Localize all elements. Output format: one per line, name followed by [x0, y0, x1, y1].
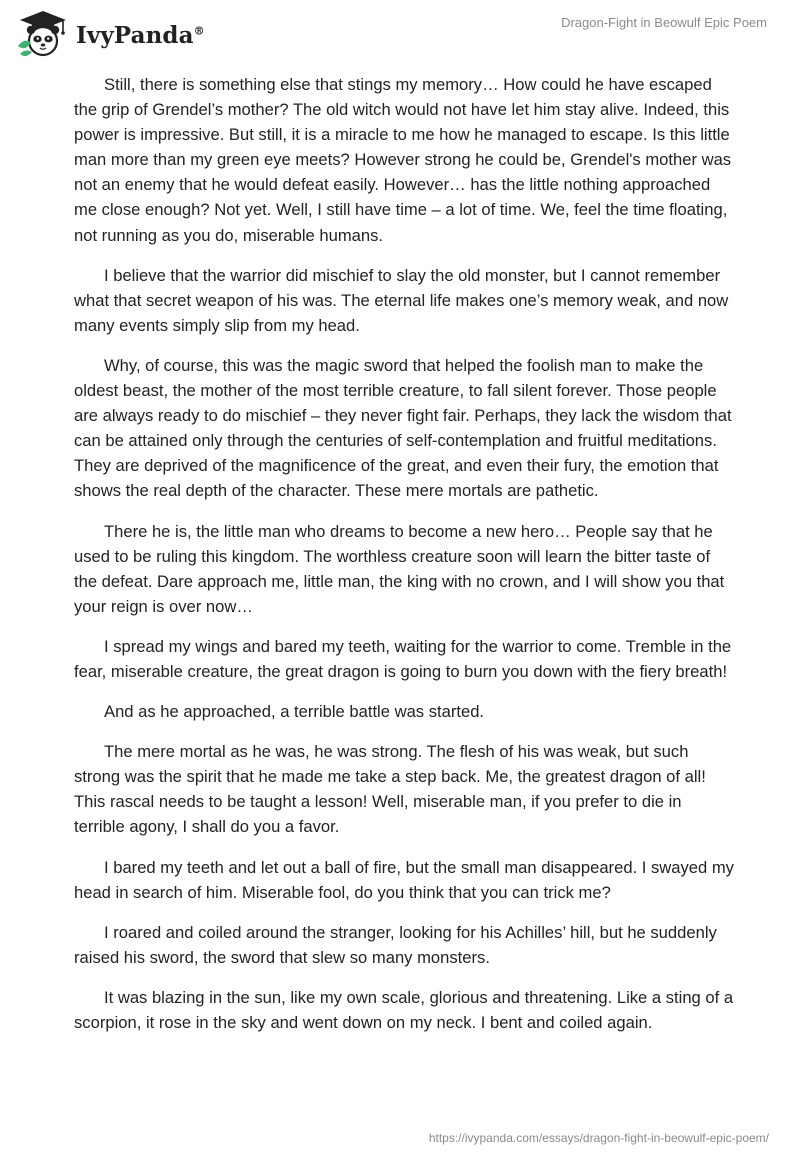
panda-graduate-icon [14, 8, 72, 60]
essay-body [74, 72, 734, 1050]
paragraph: I bared my teeth and let out a ball of fire, but the small man disappeared. I swayed my head in search of him. Miserable fool, do you think that you can trick me? [74, 857, 734, 902]
paragraph: Why, of course, this was the magic sword that helped the foolish man to make the oldest beast, the mother of the most terrible creature, to fall silent forever. Those people are always ready to do mischief – they never fight fair. Perhaps, they lack the wisdom that can be attained only through the centuries of self-contemplation and fruitful meditations. They are deprived of the magnificence of the great, and even their fury, the emotion that shows the real depth of the character. These mere mortals are pathetic. [74, 355, 732, 501]
paragraph: I roared and coiled around the stranger, looking for his Achilles’ hill, but he suddenly raised his sword, the sword that slew so many monsters. [74, 922, 717, 967]
document-title: Dragon-Fight in Beowulf Epic Poem [561, 15, 767, 30]
paragraph: And as he approached, a terrible battle was started. [104, 702, 485, 722]
paragraph: There he is, the little man who dreams to become a new hero… People say that he used to be ruling this kingdom. The worthless creature soon will learn the bitter taste of the defeat. Dare approach me, little man, the king with no crown, and I will show you that your reign is over now… [74, 521, 725, 616]
brand-logo[interactable] [14, 8, 205, 60]
paragraph: Still, there is something else that stings my memory… How could he have escaped the grip of Grendel’s mother? The old witch would not have let him stay alive. Indeed, this power is impressive. But still, it is a miracle to me how he managed to escape. Is this little man more than my green eye meets? However strong he could be, Grendel's mother was not an enemy that he would defeat easily. However… has the little nothing approached me close enough? Not yet. Well, I still have time – a lot of time. We, feel the time floating, not running as you do, miserable humans. [74, 75, 732, 245]
paragraph: I spread my wings and bared my teeth, waiting for the warrior to come. Tremble in the fear, miserable creature, the great dragon is going to burn you down with the fiery breath! [74, 636, 732, 681]
brand-name: IvyPanda® [76, 21, 205, 49]
paragraph: The mere mortal as he was, he was strong. The flesh of his was weak, but such strong was the spirit that he made me take a step back. Me, the greatest dragon of all! This rascal needs to be taught a lesson! Well, miserable man, if you prefer to die in terrible agony, I shall do you a favor. [74, 742, 706, 837]
source-url-link[interactable]: https://ivypanda.com/essays/dragon-fight-in-beowulf-epic-poem/ [428, 1131, 769, 1145]
page-header [0, 0, 800, 70]
paragraph: I believe that the warrior did mischief to slay the old monster, but I cannot remember what that secret weapon of his was. The eternal life makes one’s memory weak, and now many events simply slip from my head. [74, 265, 729, 335]
paragraph: It was blazing in the sun, like my own scale, glorious and threatening. Like a sting of a scorpion, it rose in the sky and went down on my neck. I bent and coiled again. [74, 987, 734, 1032]
registered-mark: ® [193, 23, 205, 37]
